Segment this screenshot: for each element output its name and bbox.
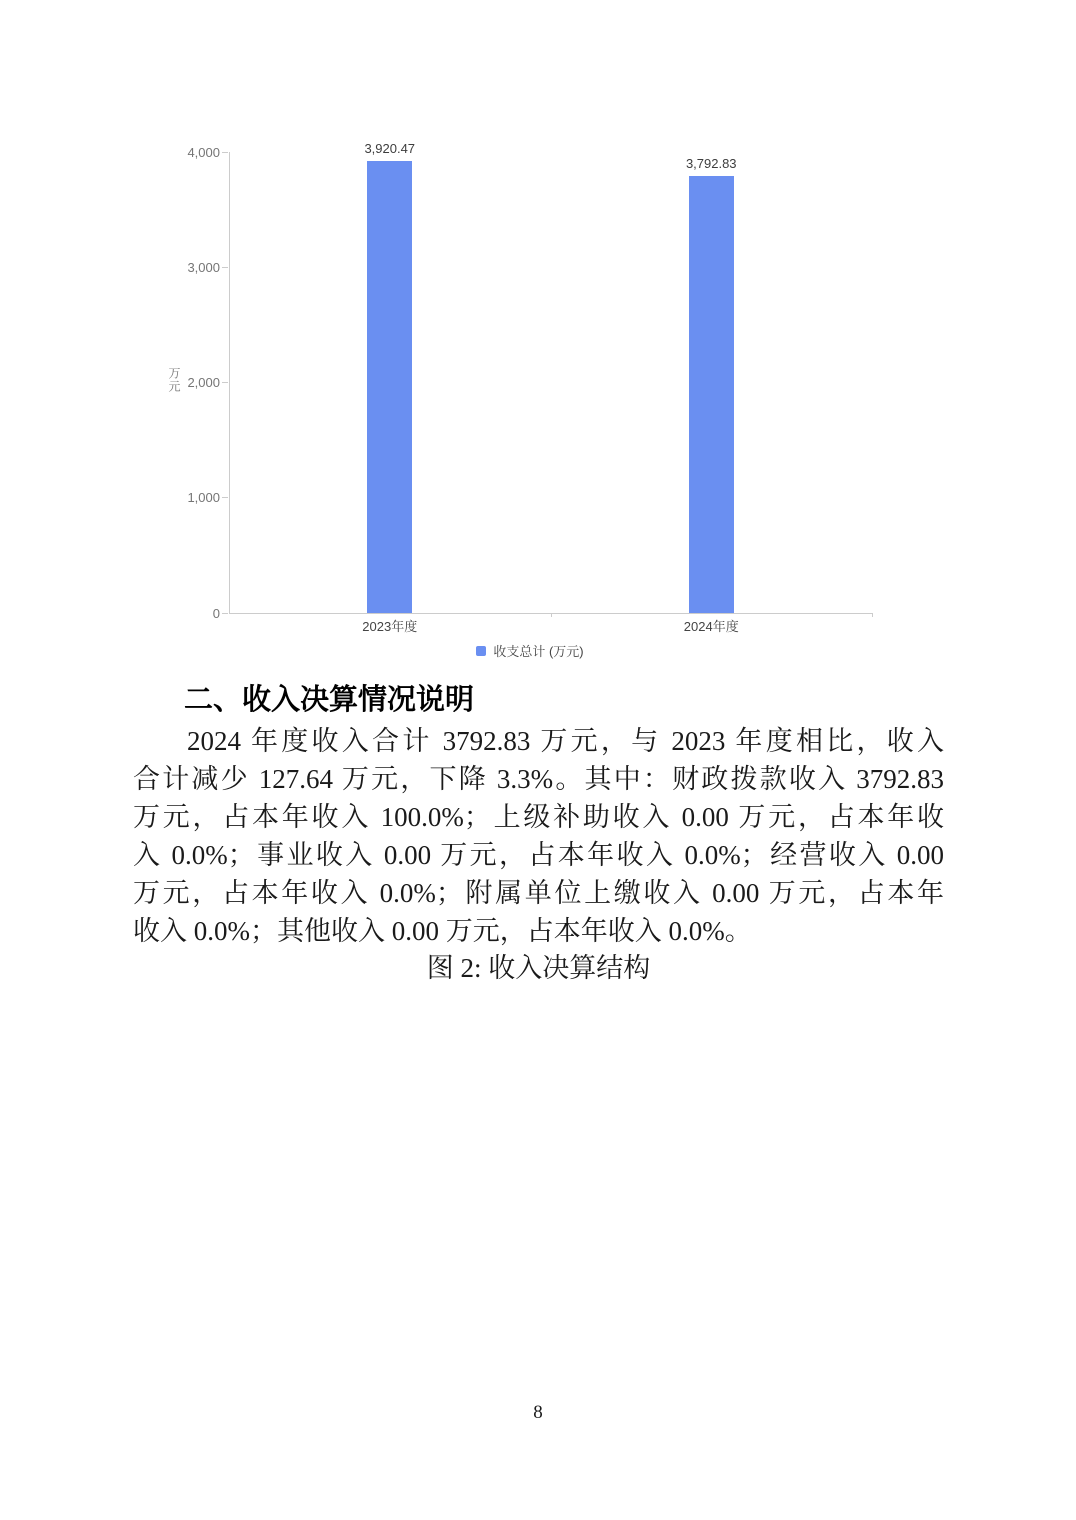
paragraph-line: 万元，占本年收入 100.0%；上级补助收入 0.00 万元，占本年收 <box>133 802 944 832</box>
y-tick <box>160 491 228 505</box>
y-tick-label: 0 <box>212 605 220 621</box>
y-tick <box>160 376 228 390</box>
page-number: 8 <box>533 1402 543 1423</box>
y-tick-mark <box>222 152 228 153</box>
x-category-label: 2024年度 <box>683 619 739 634</box>
y-tick-label: 1,000 <box>187 490 220 506</box>
y-tick-mark <box>222 497 228 498</box>
body-paragraph <box>133 722 944 950</box>
y-tick-mark <box>222 382 228 383</box>
x-axis-tick <box>872 613 873 617</box>
y-axis-line <box>229 152 230 613</box>
bar-value-label: 3,920.47 <box>364 141 416 157</box>
y-axis-title: 万元 <box>167 366 181 393</box>
bar-2023 <box>367 161 412 613</box>
y-tick <box>160 606 228 620</box>
x-category-label: 2023年度 <box>362 619 418 634</box>
y-tick <box>160 260 228 274</box>
paragraph-line: 万元，占本年收入 0.0%；附属单位上缴收入 0.00 万元，占本年 <box>133 878 944 908</box>
x-axis-tick <box>551 613 552 617</box>
y-tick-label: 3,000 <box>187 259 220 275</box>
bar-chart <box>150 140 910 685</box>
y-tick-mark <box>222 267 228 268</box>
paragraph-line: 收入 0.0%；其他收入 0.00 万元，占本年收入 0.0%。 <box>133 916 752 946</box>
figure-caption: 图 2: 收入决算结构 <box>426 953 651 983</box>
bar-value-label: 3,792.83 <box>685 155 737 171</box>
legend-label: 收支总计 (万元) <box>493 644 584 659</box>
bar-2024 <box>689 176 734 613</box>
paragraph-line: 合计减少 127.64 万元，下降 3.3%。其中：财政拨款收入 3792.83 <box>133 764 944 794</box>
y-tick <box>160 145 228 159</box>
paragraph-line: 入 0.0%；事业收入 0.00 万元，占本年收入 0.0%；经营收入 0.00 <box>133 840 944 870</box>
legend-swatch-icon <box>476 646 486 656</box>
section-heading: 二、收入决算情况说明 <box>184 684 475 716</box>
chart-legend <box>150 641 910 660</box>
y-tick-label: 4,000 <box>187 144 220 160</box>
y-tick-label: 2,000 <box>187 375 220 390</box>
paragraph-line: 2024 年度收入合计 3792.83 万元，与 2023 年度相比，收入 <box>187 726 944 756</box>
y-tick-mark <box>222 613 228 614</box>
